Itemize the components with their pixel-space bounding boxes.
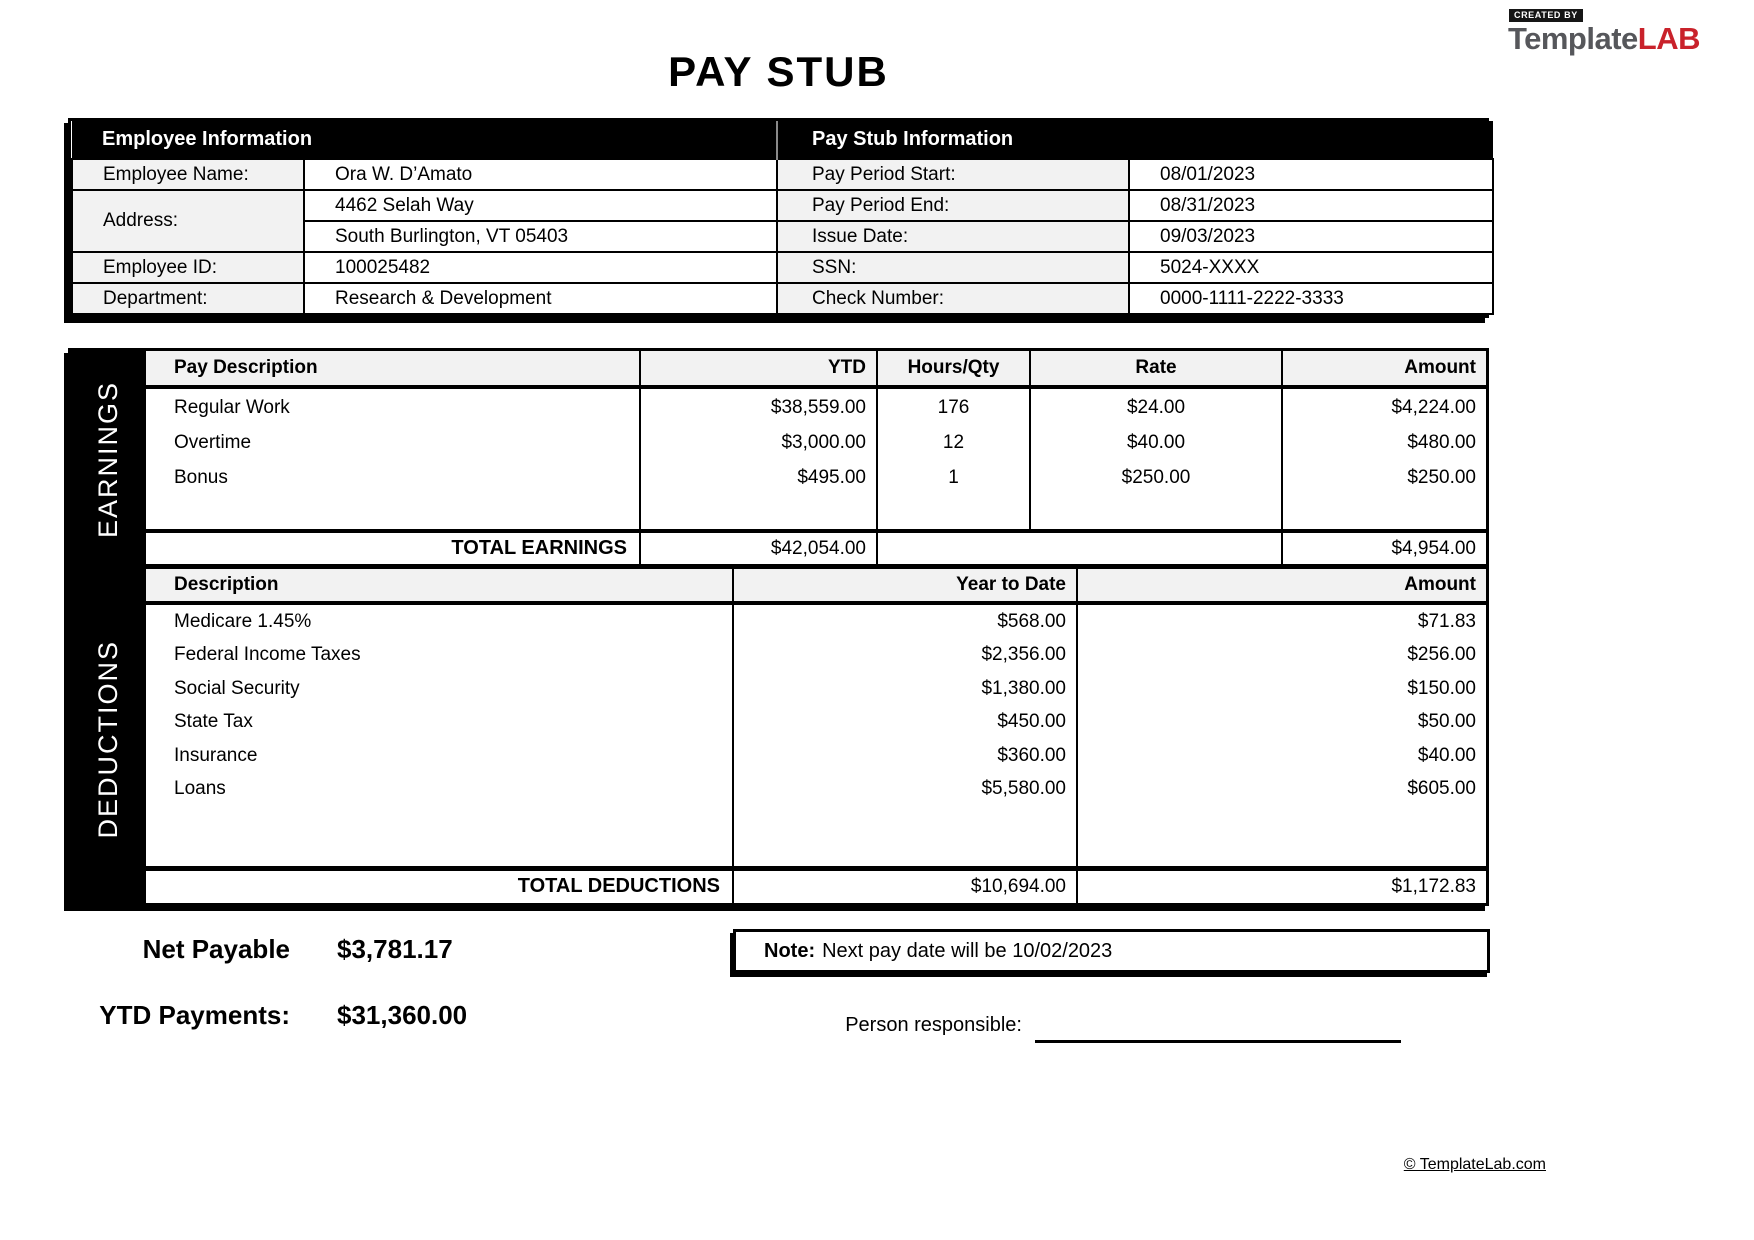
deductions-header-row [146, 567, 1486, 603]
deduction-desc: State Tax [174, 711, 253, 732]
total-earnings-label: TOTAL EARNINGS [146, 531, 640, 564]
earnings-descriptions [146, 387, 640, 531]
deduction-desc: Insurance [174, 744, 258, 766]
total-deductions-amount: $1,172.83 [1077, 869, 1486, 903]
table-row [72, 283, 1493, 314]
earnings-side-label: EARNINGS [93, 380, 123, 539]
earning-amount: $480.00 [1407, 432, 1476, 453]
ytd-header: YTD [640, 351, 877, 387]
table-row [72, 252, 1493, 283]
deductions-band [71, 568, 146, 910]
deduction-desc: Social Security [174, 677, 300, 699]
earning-desc: Bonus [174, 467, 228, 488]
earnings-data-row [146, 387, 1486, 531]
deduction-ytd: $360.00 [997, 744, 1066, 766]
note-label: Note: [764, 939, 816, 962]
deduction-amount: $71.83 [1417, 610, 1476, 632]
earning-rate: $40.00 [1126, 432, 1186, 453]
employee-id-label: Employee ID: [72, 252, 304, 283]
pay-period-start-value: 08/01/2023 [1129, 159, 1493, 190]
deduction-amount: $50.00 [1417, 711, 1476, 732]
total-earnings-amount: $4,954.00 [1282, 531, 1486, 564]
total-earnings-ytd: $42,054.00 [640, 531, 877, 564]
earning-amount: $4,224.00 [1391, 397, 1476, 418]
page-title: PAY STUB [668, 48, 889, 95]
earning-amount: $250.00 [1407, 467, 1476, 488]
employee-name-label: Employee Name: [72, 159, 304, 190]
pay-period-start-label: Pay Period Start: [777, 159, 1129, 190]
earnings-ytd-values [640, 387, 877, 531]
earning-desc: Regular Work [174, 397, 290, 418]
deduction-amount: $40.00 [1417, 744, 1476, 766]
employee-id-value: 100025482 [304, 252, 777, 283]
employee-info-header: Employee Information [72, 121, 777, 159]
deductions-section [146, 564, 1486, 903]
copyright-link[interactable]: © TemplateLab.com [1403, 1156, 1546, 1173]
deduction-ytd: $5,580.00 [981, 778, 1066, 799]
address-label: Address: [72, 190, 304, 252]
created-by-badge: CREATED BY [1509, 9, 1583, 22]
deductions-amount-header: Amount [1077, 567, 1486, 603]
templatelab-logo [1508, 6, 1700, 54]
paystub-info-header: Pay Stub Information [777, 121, 1493, 159]
issue-date-label: Issue Date: [777, 221, 1129, 252]
rate-header: Rate [1030, 351, 1282, 387]
ssn-value: 5024-XXXX [1129, 252, 1493, 283]
deduction-amount: $605.00 [1407, 778, 1476, 799]
earning-desc: Overtime [174, 432, 252, 453]
pay-period-end-label: Pay Period End: [777, 190, 1129, 221]
deduction-ytd: $568.00 [997, 610, 1066, 632]
note-box [733, 929, 1490, 973]
deductions-descriptions [146, 603, 733, 869]
year-to-date-header: Year to Date [733, 567, 1077, 603]
earning-ytd: $3,000.00 [781, 432, 866, 453]
earning-hours: 176 [937, 397, 970, 418]
deduction-amount: $256.00 [1407, 644, 1476, 665]
hours-qty-header: Hours/Qty [877, 351, 1030, 387]
info-header-row [72, 121, 1493, 159]
earning-rate: $24.00 [1126, 397, 1186, 418]
deduction-amount: $150.00 [1407, 677, 1476, 699]
earning-ytd: $38,559.00 [770, 397, 866, 418]
address-line2-value: South Burlington, VT 05403 [304, 221, 777, 252]
issue-date-value: 09/03/2023 [1129, 221, 1493, 252]
deductions-side-label: DEDUCTIONS [93, 639, 123, 839]
person-responsible-label: Person responsible: [845, 1014, 1022, 1036]
earnings-deductions-table [68, 348, 1489, 906]
earnings-header-row [146, 351, 1486, 387]
ssn-label: SSN: [777, 252, 1129, 283]
total-deductions-ytd: $10,694.00 [733, 869, 1077, 903]
total-deductions-label: TOTAL DEDUCTIONS [146, 869, 733, 903]
earnings-section [146, 351, 1486, 564]
pay-description-header: Pay Description [146, 351, 640, 387]
deduction-desc: Medicare 1.45% [174, 610, 312, 632]
table-row [72, 159, 1493, 190]
earnings-band [71, 351, 146, 568]
deduction-ytd: $1,380.00 [981, 677, 1066, 699]
address-line1-value: 4462 Selah Way [304, 190, 777, 221]
total-earnings-row [146, 531, 1486, 564]
deduction-ytd: $2,356.00 [981, 644, 1066, 665]
check-number-label: Check Number: [777, 283, 1129, 314]
ytd-payments-label: YTD Payments: [99, 1000, 290, 1030]
net-payable-value: $3,781.17 [337, 934, 453, 964]
earning-hours: 12 [942, 432, 965, 453]
check-number-value: 0000-1111-2222-3333 [1129, 283, 1493, 314]
logo-lab-text: LAB [1637, 21, 1700, 56]
amount-header: Amount [1282, 351, 1486, 387]
logo-wordmark [1508, 23, 1700, 54]
description-header: Description [146, 567, 733, 603]
deduction-ytd: $450.00 [997, 711, 1066, 732]
money-tables [146, 351, 1486, 903]
deductions-ytd-values [733, 603, 1077, 869]
earning-ytd: $495.00 [797, 467, 866, 488]
department-label: Department: [72, 283, 304, 314]
note-text: Next pay date will be 10/02/2023 [822, 939, 1113, 962]
deduction-desc: Loans [174, 778, 226, 799]
deduction-desc: Federal Income Taxes [174, 644, 361, 665]
total-deductions-row [146, 869, 1486, 903]
earnings-rate-values [1030, 387, 1282, 531]
earnings-hours-values [877, 387, 1030, 531]
total-earnings-empty-cell [877, 531, 1282, 564]
earning-hours: 1 [948, 467, 959, 488]
employee-name-value: Ora W. D’Amato [304, 159, 777, 190]
earning-rate: $250.00 [1121, 467, 1191, 488]
ytd-payments-value: $31,360.00 [337, 1000, 468, 1030]
table-row [72, 190, 1493, 221]
section-band [71, 351, 146, 903]
earnings-amount-values [1282, 387, 1486, 531]
net-payable-label: Net Payable [142, 934, 290, 964]
pay-period-end-value: 08/31/2023 [1129, 190, 1493, 221]
department-value: Research & Development [304, 283, 777, 314]
logo-template-text: Template [1507, 21, 1638, 56]
deductions-amount-values [1077, 603, 1486, 869]
deductions-data-row [146, 603, 1486, 869]
info-table [68, 118, 1489, 318]
person-responsible-signature-line[interactable] [1035, 1040, 1401, 1043]
